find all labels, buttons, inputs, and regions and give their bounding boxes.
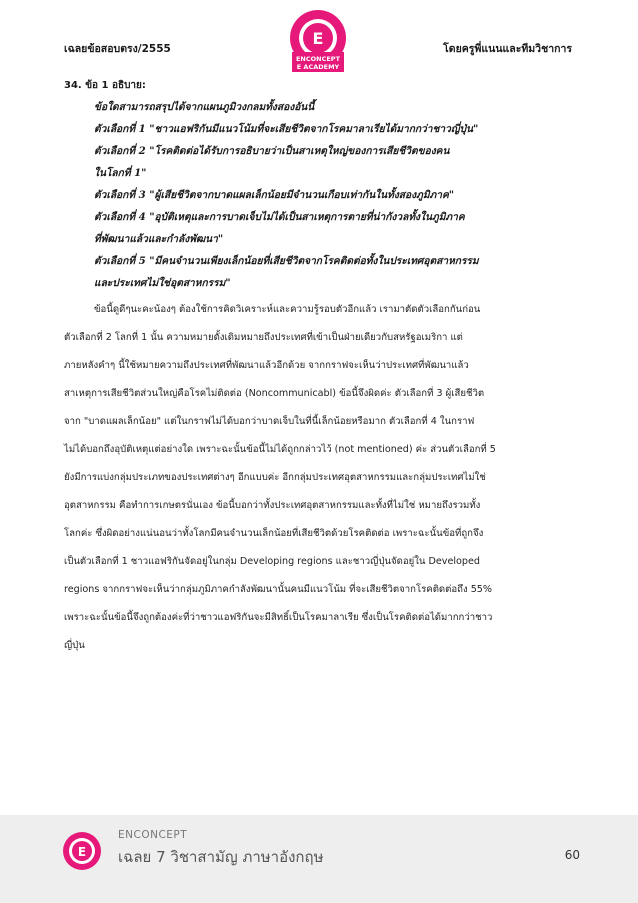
page-footer — [0, 815, 638, 903]
footer-subtitle: เฉลย 7 วิชาสามัญ ภาษาอังกฤษ — [118, 848, 324, 866]
question-line: ที่พัฒนาแล้วและกำลังพัฒนา" — [94, 233, 224, 245]
explanation-paragraph — [64, 296, 574, 660]
footer-logo-letter: E — [77, 845, 87, 859]
question-line: ในโลกที่ 1" — [94, 167, 147, 179]
question-line: ตัวเลือกที่ 4 "อุบัติเหตุและการบาดเจ็บไม่ได้เป็นสาเหตุการตายที่น่ากังวลทั้งในภูมิภาค — [94, 211, 465, 223]
explanation-line: โลกค่ะ ซึ่งผิดอย่างแน่นอนว่าทั้งโลกมีคนจำนวนเล็กน้อยที่เสียชีวิตด้วยโรคติดต่อ เพราะฉะนั้นข้อที่ถูกจึง — [64, 528, 484, 539]
footer-brand: ENCONCEPT — [118, 829, 188, 841]
explanation-line: ญี่ปุ่น — [64, 640, 85, 651]
page-number: 60 — [564, 848, 580, 862]
enconcept-logo — [286, 8, 350, 78]
explanation-line: ไม่ได้บอกถึงอุบัติเหตุแต่อย่างใด เพราะฉะนั้นข้อนี้ไม่ได้ถูกกล่าวไว้ (not mentioned) ค่ะ ส่วนตัวเลือกที่ 5 — [64, 444, 496, 455]
question-line: และประเทศไม่ใช่อุตสาหกรรม" — [94, 277, 231, 289]
explanation-line: ยังมีการแบ่งกลุ่มประเภทของประเทศต่างๆ อีกแบบค่ะ อีกกลุ่มประเทศอุตสาหกรรมและกลุ่มประเทศไม่ใช่ — [64, 472, 486, 483]
question-line: ข้อใดสามารถสรุปได้จากแผนภูมิวงกลมทั้งสองอันนี้ — [94, 101, 315, 113]
explanation-line: เพราะฉะนั้นข้อนี้จึงถูกต้องค่ะที่ว่าชาวแอฟริกันจะมีสิทธิ์เป็นโรคมาลาเรีย ซึ่งเป็นโรคติดต่อได้มากกว่าชาว — [64, 612, 493, 623]
logo-bottom-text: E ACADEMY — [296, 63, 340, 71]
explanation-line: จาก "บาดแผลเล็กน้อย" แต่ในกราฟไม่ได้บอกว่าบาดเจ็บในที่นี้เล็กน้อยหรือมาก ตัวเลือกที่ 4 ในกราฟ — [64, 416, 475, 427]
question-line: ตัวเลือกที่ 1 "ชาวแอฟริกันมีแนวโน้มที่จะเสียชีวิตจากโรคมาลาเรียได้มากกว่าชาวญี่ปุ่น" — [94, 123, 479, 135]
logo-top-text: ENCONCEPT — [295, 55, 341, 63]
explanation-line: อุตสาหกรรม คือทำการเกษตรนั่นเอง ข้อนี้บอกว่าทั้งประเทศอุตสาหกรรมและทั้งที่ไม่ใช่ หมายถึงรวมทั้ง — [64, 500, 481, 511]
explanation-line: สาเหตุการเสียชีวิตส่วนใหญ่คือโรคไม่ติดต่อ (Noncommunicabl) ข้อนี้จึงผิดค่ะ ตัวเลือกที่ 3 ผู้เสียชีวิต — [64, 388, 485, 399]
explanation-line: เป็นตัวเลือกที่ 1 ชาวแอฟริกันจัดอยู่ในกลุ่ม Developing regions และชาวญี่ปุ่นจัดอยู่ใน Developed — [64, 556, 480, 567]
header-right-author: โดยครูพี่แนนและทีมวิชาการ — [443, 43, 572, 55]
explanation-line: ข้อนี้ดูดีๆนะคะน้องๆ ต้องใช้การคิดวิเคราะห์และความรู้รอบตัวอีกแล้ว เรามาตัดตัวเลือกกันก่อน — [94, 304, 481, 315]
question-block — [94, 96, 574, 294]
question-label: 34. ข้อ 1 อธิบาย: — [64, 80, 146, 91]
footer-logo-icon — [62, 831, 102, 871]
question-line: ตัวเลือกที่ 2 "โรคติดต่อได้รับการอธิบายว่าเป็นสาเหตุใหญ่ของการเสียชีวิตของคน — [94, 145, 450, 157]
explanation-line: ภายหลังคำๆ นี้ใช้หมายความถึงประเทศที่พัฒนาแล้วอีกด้วย จากกราฟจะเห็นว่าประเทศที่พัฒนาแล้ว — [64, 360, 469, 371]
explanation-line: ตัวเลือกที่ 2 โลกที่ 1 นั้น ความหมายดั้งเดิมหมายถึงประเทศที่เข้าเป็นฝ่ายเดียวกับสหรัฐอเมริกา แต่ — [64, 332, 463, 343]
question-line: ตัวเลือกที่ 3 "ผู้เสียชีวิตจากบาดแผลเล็กน้อยมีจำนวนเกือบเท่ากันในทั้งสองภูมิภาค" — [94, 189, 455, 201]
header-left-title: เฉลยข้อสอบตรง/2555 — [64, 43, 171, 55]
logo-letter: E — [312, 29, 324, 48]
explanation-line: regions จากกราฟจะเห็นว่ากลุ่มภูมิภาคกำลังพัฒนานั้นคนมีแนวโน้ม ที่จะเสียชีวิตจากโรคติดต่อถึง 55% — [64, 584, 493, 595]
question-line: ตัวเลือกที่ 5 "มีคนจำนวนเพียงเล็กน้อยที่เสียชีวิตจากโรคติดต่อทั้งในประเทศอุตสาหกรรม — [94, 255, 479, 267]
